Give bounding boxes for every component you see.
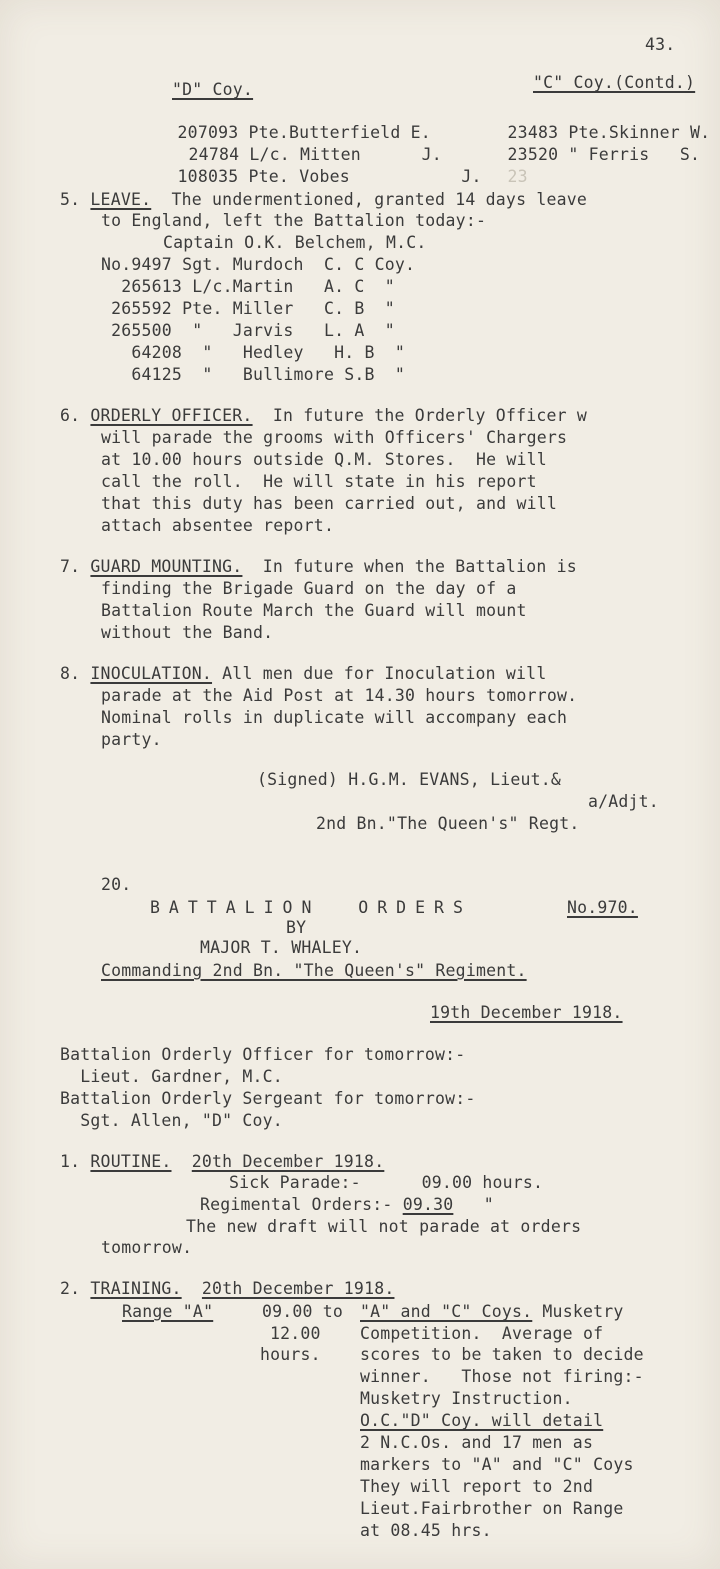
sick-parade: Sick Parade:- 09.00 hours. <box>229 1173 544 1192</box>
orders-page-number: 20. <box>101 875 132 894</box>
training-line: at 08.45 hrs. <box>360 1521 492 1540</box>
leave-row: 265592 Pte. Miller C. B " <box>101 299 395 318</box>
inoculation-paragraph: 8. INOCULATION. All men due for Inoculation will <box>60 664 547 683</box>
range-label: Range "A" <box>122 1302 214 1321</box>
training-date: 20th December 1918. <box>201 1279 395 1298</box>
inoculation-line: party. <box>101 730 162 749</box>
orders-by: BY <box>286 918 307 937</box>
list-item: 23483 Pte.Skinner W. <box>507 123 711 142</box>
training-line: O.C."D" Coy. will detail <box>360 1411 604 1430</box>
signature-line: 2nd Bn."The Queen's" Regt. <box>316 814 580 833</box>
orderly-line: at 10.00 hours outside Q.M. Stores. He will <box>101 450 547 469</box>
page-number: 43. <box>645 35 676 54</box>
orders-number: No.970. <box>567 898 638 917</box>
training-line: scores to be taken to decide <box>360 1345 644 1364</box>
list-item: 23 <box>507 167 528 186</box>
training-heading: TRAINING. <box>90 1279 182 1298</box>
routine-paragraph: 1. ROUTINE. 20th December 1918. <box>60 1152 385 1171</box>
orderly-paragraph: 6. ORDERLY OFFICER. In future the Orderly Officer w <box>60 406 588 425</box>
orders-date: 19th December 1918. <box>430 1003 623 1022</box>
training-line: Lieut.Fairbrother on Range <box>360 1499 624 1518</box>
training-line: They will report to 2nd <box>360 1477 594 1496</box>
training-line: Competition. Average of <box>360 1324 604 1343</box>
orders-title: BATTALION ORDERS <box>150 898 472 917</box>
guard-paragraph: 7. GUARD MOUNTING. In future when the Battalion is <box>60 557 577 576</box>
leave-row: 64125 " Bullimore S.B " <box>101 365 406 384</box>
orders-commanding: Commanding 2nd Bn. "The Queen's" Regiment. <box>101 961 527 980</box>
training-time: 09.00 to <box>262 1302 344 1321</box>
training-line: "A" and "C" Coys. Musketry <box>360 1302 624 1321</box>
duty-line: Battalion Orderly Officer for tomorrow:- <box>60 1045 466 1064</box>
duty-line: Sgt. Allen, "D" Coy. <box>60 1111 283 1130</box>
routine-date: 20th December 1918. <box>191 1152 385 1171</box>
training-line: markers to "A" and "C" Coys <box>360 1455 634 1474</box>
signature-line: a/Adjt. <box>588 792 659 811</box>
training-paragraph: 2. TRAINING. 20th December 1918. <box>60 1279 395 1298</box>
regimental-orders: Regimental Orders:- 09.30 " <box>200 1195 494 1214</box>
guard-line: Battalion Route March the Guard will mount <box>101 601 527 620</box>
leave-line: to England, left the Battalion today:- <box>101 211 487 230</box>
leave-row: 64208 " Hedley H. B " <box>101 343 406 362</box>
signature-line: (Signed) H.G.M. EVANS, Lieut.& <box>257 770 562 789</box>
leave-heading: LEAVE. <box>90 190 152 209</box>
leave-row: No.9497 Sgt. Murdoch C. C Coy. <box>101 255 416 274</box>
guard-line: without the Band. <box>101 623 274 642</box>
duty-line: Lieut. Gardner, M.C. <box>60 1067 283 1086</box>
inoculation-line: parade at the Aid Post at 14.30 hours tomorrow. <box>101 686 578 705</box>
list-item: 23520 " Ferris S. <box>507 145 701 164</box>
guard-line: finding the Brigade Guard on the day of a <box>101 579 517 598</box>
routine-heading: ROUTINE. <box>90 1152 172 1171</box>
training-time: 12.00 <box>270 1324 321 1343</box>
d-coy-heading: "D" Coy. <box>172 80 254 99</box>
inoculation-heading: INOCULATION. <box>90 664 213 683</box>
leave-row: 265613 L/c.Martin A. C " <box>101 277 395 296</box>
orderly-heading: ORDERLY OFFICER. <box>90 406 253 425</box>
inoculation-line: Nominal rolls in duplicate will accompany each <box>101 708 568 727</box>
list-item: 108035 Pte. Vobes J. <box>177 167 482 186</box>
leave-captain: Captain O.K. Belchem, M.C. <box>163 233 427 252</box>
orderly-line: call the roll. He will state in his report <box>101 472 537 491</box>
list-item: 24784 L/c. Mitten J. <box>188 145 442 164</box>
duty-line: Battalion Orderly Sergeant for tomorrow:- <box>60 1089 476 1108</box>
orderly-line: that this duty has been carried out, and will <box>101 494 558 513</box>
leave-row: 265500 " Jarvis L. A " <box>101 321 395 340</box>
training-line: winner. Those not firing:- <box>360 1367 644 1386</box>
orderly-line: attach absentee report. <box>101 516 335 535</box>
training-line: 2 N.C.Os. and 17 men as <box>360 1433 594 1452</box>
routine-line: The new draft will not parade at orders <box>186 1217 582 1236</box>
orders-major: MAJOR T. WHALEY. <box>200 938 363 957</box>
orderly-line: will parade the grooms with Officers' Chargers <box>101 428 568 447</box>
leave-paragraph: 5. LEAVE. The undermentioned, granted 14 days leave <box>60 190 588 209</box>
list-item: 207093 Pte.Butterfield E. <box>177 123 431 142</box>
guard-heading: GUARD MOUNTING. <box>90 557 243 576</box>
c-coy-heading: "C" Coy.(Contd.) <box>533 73 696 92</box>
training-line: Musketry Instruction. <box>360 1389 573 1408</box>
training-time: hours. <box>260 1345 321 1364</box>
routine-line: tomorrow. <box>101 1238 193 1257</box>
